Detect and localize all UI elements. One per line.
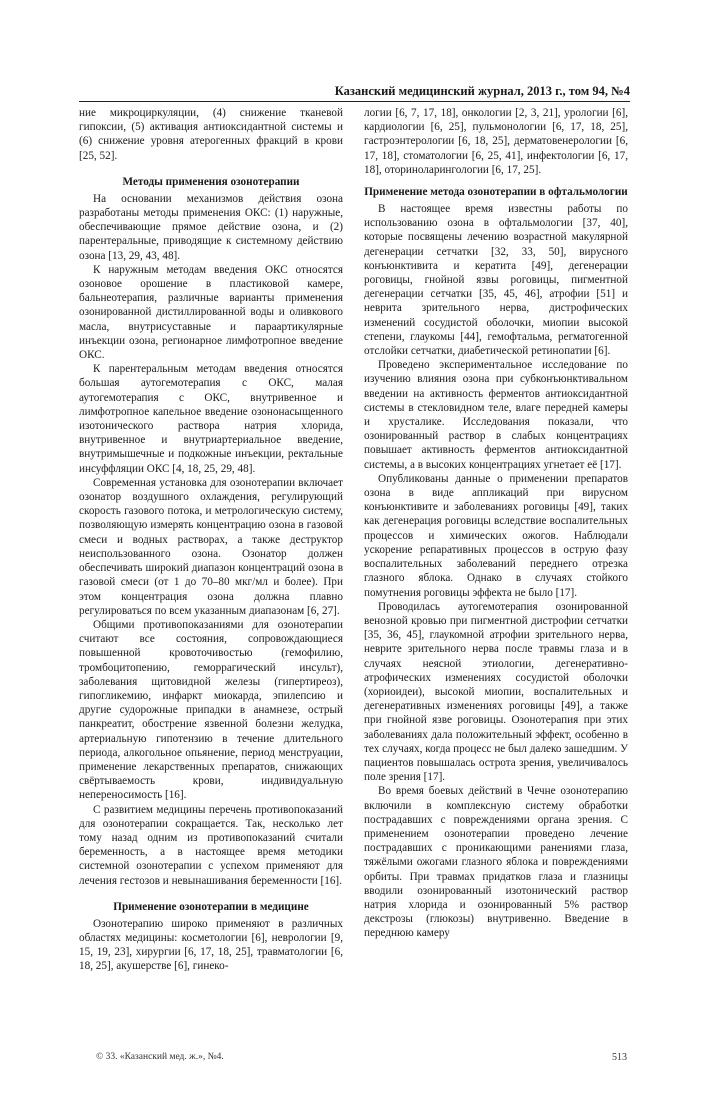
paragraph: Во время боевых действий в Чечне озонотерапию включили в комплексную систему обработки пострадавших с повреждениями органа зрения. С применением озонотерапии проведено лечение пострадавших с проникающими ранениями глаза, тяжёлыми ожогами глазного яблока и повреждениями орбиты. При травмах придатков глаза и глазницы вводили озонированный изотонический раствор натрия хлорида и озонированный 5% раствор декстрозы (глюкозы) внутривенно. Введение в переднюю камеру: [364, 785, 628, 940]
paragraph: логии [6, 7, 17, 18], онкологии [2, 3, 21], урологии [6], кардиологии [6, 25], пульмонологии [6, 17, 18, 25], гастроэнтерологии [6, 18, 25], дерматовенерологии [6, 17, 18], стоматологии [6, 25, 41], инфектологии [6, 17, 18], оториноларингологии [6, 17, 25].: [364, 107, 628, 176]
header-divider: [79, 101, 630, 102]
left-column: [79, 106, 343, 974]
journal-header: Казанский медицинский журнал, 2013 г., том 94, №4: [334, 84, 630, 98]
paragraph: Современная установка для озонотерапии включает озонатор воздушного охлаждения, регулирующий скорость газового потока, и метрологическую систему, позволяющую измерять концентрацию озона в газовой смеси и водных растворах, а также деструктор неиспользованного озона. Озонатор должен обеспечивать широкий диапазон концентраций озона в газовой смеси (от 1 до 70–80 мкг/мл и более). При этом концентрация озона должна плавно регулироваться по всем указанным диапазонам [6, 27].: [79, 476, 343, 617]
right-column: [364, 106, 628, 941]
paragraph: На основании механизмов действия озона разработаны методы применения ОКС: (1) наружные, обеспечивающие прямое действие озона, и (2) парентеральные, приводящие к системному действию озона [13, 29, 43, 48].: [79, 192, 343, 262]
paragraph: В настоящее время известны работы по использованию озона в офтальмологии [37, 40], которые посвящены лечению возрастной макулярной дегенерации сетчатки [32, 33, 50], вирусного конъюнктивита и кератита [49], дегенерации роговицы, гнойной язвы роговицы, пигментной дегенерации сетчатки [35, 45, 46], атрофии [51] и неврита зрительного нерва, дистрофических изменений сосудистой оболочки, миопии высокой степени, глаукомы [44], гемофтальма, регматогенной отслойки сетчатки, диабетической ретинопатии [6].: [364, 203, 628, 358]
paragraph: Проводилась аутогемотерапия озонированной венозной кровью при пигментной дистрофии сетчатки [35, 36, 45], глаукомной атрофии зрительного нерва, неврите зрительного нерва после травмы глаза и в случаях неясной этиологии, дегенеративно-атрофических изменениях сосудистой оболочки (хориоидеи), высокой миопии, воспалительных и дегенеративных изменениях роговицы [49], а также при гнойной язве роговицы. Озонотерапия при этих заболеваниях дала положительный эффект, особенно в тех случаях, когда процесс не был далеко зашедшим. У пациентов повышалась острота зрения, увеличивалось поле зрения [17].: [364, 600, 628, 784]
paragraph: Озонотерапию широко применяют в различных областях медицины: косметологии [6], неврологии [9, 15, 19, 23], хирургии [6, 17, 18, 25], травматологии [6, 18, 25], акушерстве [6], гинеко-: [79, 917, 343, 973]
paragraph: К парентеральным методам введения относятся большая аутогемотерапия с ОКС, малая аутогемотерапия с ОКС, внутривенное и лимфотропное капельное введение озононасыщенного изотонического раствора натрия хлорида, внутривенное и внутриартериальное введение, внутримышечные и подкожные инъекции, ректальные инсуффляции ОКС [4, 18, 25, 29, 48].: [79, 363, 343, 475]
section-heading-ophthalmology: Применение метода озонотерапии в офтальмологии: [364, 186, 628, 199]
footer-copyright: © 33. «Казанский мед. ж.», №4.: [96, 1052, 224, 1062]
paragraph: К наружным методам введения ОКС относятся озоновое орошение в пластиковой камере, бальнеотерапия, различные варианты применения озонированной дистиллированной воды и оливкового масла, внутрисуставные и параартикулярные инъекции озона, регионарное лимфотропное введение ОКС.: [79, 263, 343, 362]
paragraph: Общими противопоказаниями для озонотерапии считают все состояния, сопровождающиеся повышенной кровоточивостью (гемофилию, тромбоцитопению, геморрагический инсульт), заболевания щитовидной железы (гипертиреоз), гипогликемию, инфаркт миокарда, эпилепсию и другие судорожные припадки в анамнезе, острый панкреатит, обострение язвенной болезни желудка, артериальную гипотензию в течение длительного периода, алкогольное опьянение, период менструации, применение лекарственных препаратов, снижающих свёртываемость крови, индивидуальную непереносимость [16].: [79, 618, 343, 802]
paragraph: С развитием медицины перечень противопоказаний для озонотерапии сокращается. Так, несколько лет тому назад одним из противопоказаний считали беременность, а в настоящее время методики системной озонотерапии с успехом применяют для лечения гестозов и невынашивания беременности [16].: [79, 803, 343, 887]
page-number: 513: [612, 1052, 627, 1063]
paragraph: Опубликованы данные о применении препаратов озона в виде аппликаций при вирусном конъюнктивите и заболеваниях роговицы [49], таких как дегенерация роговицы вследствие воспалительных процессов и химических ожогов. Наблюдали ускорение репаративных процессов в острую фазу воспалительных заболеваний переднего отрезка глазного яблока. Однако в случаях стойкого помутнения роговицы эффекта не было [17].: [364, 472, 628, 599]
section-heading-methods: Методы применения озонотерапии: [122, 175, 300, 188]
paragraph: ние микроциркуляции, (4) снижение тканевой гипоксии, (5) активация антиоксидантной системы и (6) снижение уровня атерогенных фракций в крови [25, 52].: [79, 107, 343, 162]
section-heading-medicine: Применение озонотерапии в медицине: [113, 900, 309, 913]
paragraph: Проведено экспериментальное исследование по изучению влияния озона при субконъюнктивальном введении на активность ферментов антиоксидантной системы в стекловидном теле, влаге передней камеры и хрусталике. Исследования показали, что озонированный раствор в слабых концентрациях повышает активность ферментов антиоксидантной системы, а в высоких концентрациях угнетает её [17].: [364, 359, 628, 471]
